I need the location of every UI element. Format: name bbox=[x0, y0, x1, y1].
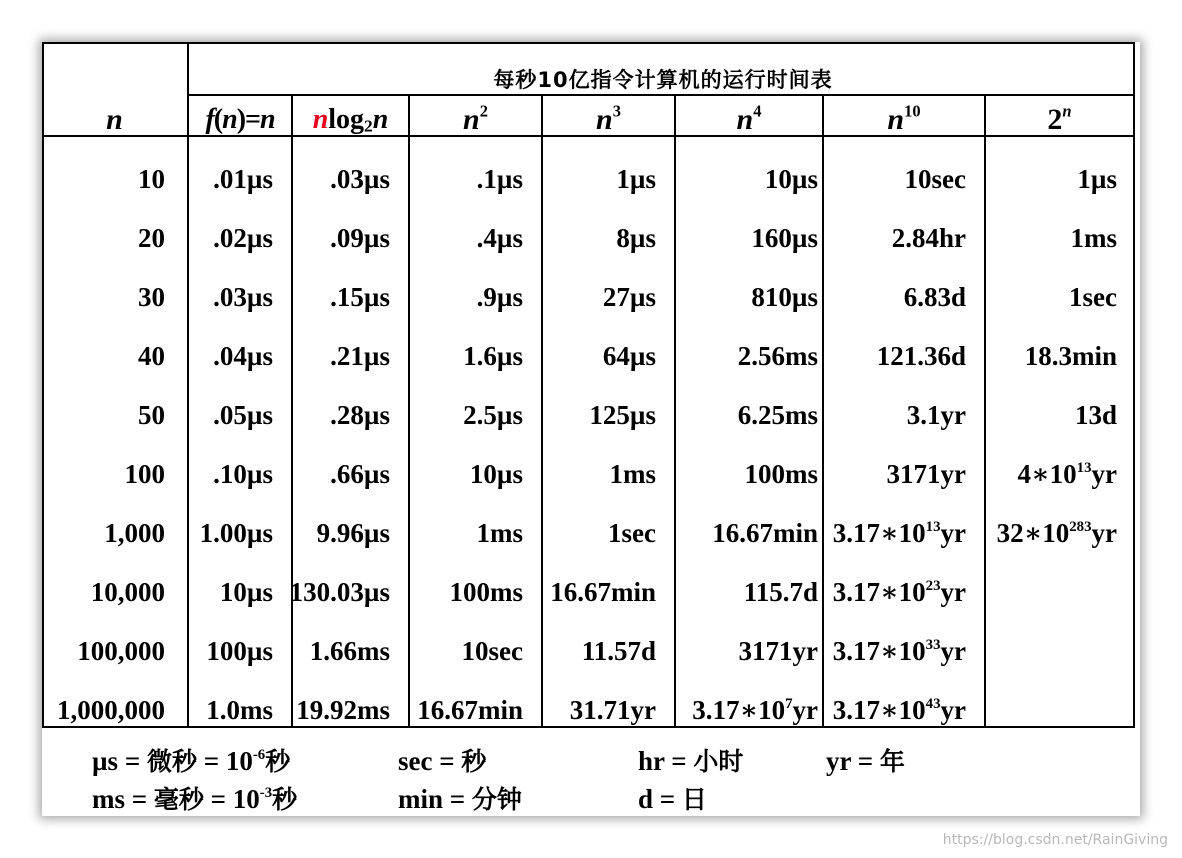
header-n2: $n^2$ bbox=[463, 101, 488, 136]
cell-nlogn: .09µs bbox=[330, 223, 390, 253]
cell-n2: 2.5µs bbox=[463, 400, 523, 430]
cell-n2: 1ms bbox=[476, 518, 523, 548]
cell-two-n: $32∗10^{283}yr$ bbox=[996, 518, 1117, 548]
cell-fn: .03µs bbox=[213, 282, 273, 312]
cell-n2: .9µs bbox=[476, 282, 523, 312]
cell-n4: 6.25ms bbox=[737, 400, 818, 430]
cell-n3: 1ms bbox=[609, 459, 656, 489]
cell-nlogn: .03µs bbox=[330, 164, 390, 194]
cell-n: 1,000,000 bbox=[57, 695, 165, 725]
cell-n: 10 bbox=[138, 164, 165, 194]
legend-min: min = 分钟 bbox=[398, 784, 522, 814]
cell-n2: 1.6µs bbox=[463, 341, 523, 371]
cell-n4: $3.17∗10^7yr$ bbox=[692, 695, 818, 725]
table-title: 每秒10亿指令计算机的运行时间表 bbox=[493, 68, 833, 92]
cell-n: 30 bbox=[138, 282, 165, 312]
cell-n2: 10sec bbox=[461, 636, 523, 666]
cell-nlogn: 1.66ms bbox=[309, 636, 390, 666]
table-left-border bbox=[42, 42, 44, 728]
cell-n: 1,000 bbox=[104, 518, 165, 548]
cell-n3: 27µs bbox=[602, 282, 656, 312]
cell-n3: 125µs bbox=[589, 400, 656, 430]
cell-two-n: 13d bbox=[1074, 400, 1117, 430]
watermark: https://blog.csdn.net/RainGiving bbox=[942, 832, 1168, 848]
cell-n3: 1sec bbox=[608, 518, 656, 548]
cell-n3: 8µs bbox=[616, 223, 656, 253]
table-bottom-border bbox=[42, 726, 1135, 728]
cell-n2: .4µs bbox=[476, 223, 523, 253]
cell-n3: 16.67min bbox=[550, 577, 656, 607]
cell-nlogn: 19.92ms bbox=[296, 695, 390, 725]
header-n10: $n^{10}$ bbox=[887, 101, 921, 136]
cell-n: 50 bbox=[138, 400, 165, 430]
header-fn: f(n)=n bbox=[205, 104, 275, 135]
cell-n2: 100ms bbox=[449, 577, 523, 607]
col-divider-1 bbox=[187, 42, 189, 728]
legend-ms: ms = 毫秒 = $10^{-3}$秒 bbox=[92, 784, 298, 814]
legend-sec: sec = 秒 bbox=[398, 746, 487, 776]
cell-n10: 2.84hr bbox=[891, 223, 966, 253]
cell-n: 20 bbox=[138, 223, 165, 253]
runtime-table bbox=[42, 42, 1140, 816]
title-divider bbox=[188, 94, 1135, 96]
cell-fn: 1.00µs bbox=[199, 518, 273, 548]
cell-n2: 10µs bbox=[469, 459, 523, 489]
cell-fn: .05µs bbox=[213, 400, 273, 430]
cell-n: 100,000 bbox=[77, 636, 165, 666]
cell-fn: .01µs bbox=[213, 164, 273, 194]
cell-n4: 810µs bbox=[751, 282, 818, 312]
cell-two-n: $4∗10^{13}yr$ bbox=[1017, 459, 1117, 489]
cell-fn: .04µs bbox=[213, 341, 273, 371]
cell-n4: 2.56ms bbox=[737, 341, 818, 371]
cell-n4: 16.67min bbox=[712, 518, 818, 548]
legend-hr: hr = 小时 bbox=[638, 746, 744, 776]
cell-nlogn: .15µs bbox=[330, 282, 390, 312]
cell-two-n: 1sec bbox=[1069, 282, 1117, 312]
cell-n10: 3171yr bbox=[886, 459, 966, 489]
cell-two-n: 1µs bbox=[1077, 164, 1117, 194]
header-n3: $n^3$ bbox=[596, 101, 621, 136]
cell-n3: 31.71yr bbox=[569, 695, 656, 725]
cell-fn: .02µs bbox=[213, 223, 273, 253]
cell-n10: 3.1yr bbox=[906, 400, 966, 430]
cell-n: 100 bbox=[124, 459, 165, 489]
legend-us: µs = 微秒 = $10^{-6}$秒 bbox=[92, 746, 291, 776]
cell-n: 40 bbox=[138, 341, 165, 371]
table-top-border bbox=[42, 42, 1135, 44]
cell-n2: .1µs bbox=[476, 164, 523, 194]
cell-nlogn: 9.96µs bbox=[316, 518, 390, 548]
header-nlogn: nlog$_2$n bbox=[312, 104, 389, 136]
cell-n10: $3.17∗10^{23}yr$ bbox=[832, 577, 966, 607]
cell-two-n: 18.3min bbox=[1024, 341, 1117, 371]
cell-n10: 121.36d bbox=[876, 341, 966, 371]
runtime-table-card bbox=[42, 42, 1140, 816]
legend-d: d = 日 bbox=[638, 784, 707, 814]
cell-n10: 10sec bbox=[904, 164, 966, 194]
cell-nlogn: .66µs bbox=[330, 459, 390, 489]
cell-fn: .10µs bbox=[213, 459, 273, 489]
cell-nlogn: .21µs bbox=[330, 341, 390, 371]
legend-yr: yr = 年 bbox=[826, 746, 905, 776]
cell-n4: 10µs bbox=[764, 164, 818, 194]
cell-n4: 3171yr bbox=[738, 636, 818, 666]
header-2n: 2$^n$ bbox=[1047, 101, 1072, 136]
header-n: n bbox=[106, 103, 123, 136]
cell-n2: 16.67min bbox=[417, 695, 523, 725]
cell-n3: 64µs bbox=[602, 341, 656, 371]
cell-n10: $3.17∗10^{43}yr$ bbox=[832, 695, 966, 725]
cell-n10: 6.83d bbox=[903, 282, 966, 312]
cell-n3: 1µs bbox=[616, 164, 656, 194]
cell-n3: 11.57d bbox=[581, 636, 656, 666]
cell-n10: $3.17∗10^{33}yr$ bbox=[832, 636, 966, 666]
cell-fn: 100µs bbox=[206, 636, 273, 666]
cell-n4: 115.7d bbox=[743, 577, 818, 607]
cell-n: 10,000 bbox=[90, 577, 165, 607]
cell-n4: 100ms bbox=[744, 459, 818, 489]
header-n4: $n^4$ bbox=[736, 101, 762, 136]
table-right-border bbox=[1133, 42, 1135, 728]
cell-nlogn: 130.03µs bbox=[289, 577, 390, 607]
cell-nlogn: .28µs bbox=[330, 400, 390, 430]
cell-fn: 1.0ms bbox=[206, 695, 273, 725]
cell-fn: 10µs bbox=[219, 577, 273, 607]
cell-two-n: 1ms bbox=[1070, 223, 1117, 253]
cell-n4: 160µs bbox=[751, 223, 818, 253]
cell-n10: $3.17∗10^{13}yr$ bbox=[832, 518, 966, 548]
